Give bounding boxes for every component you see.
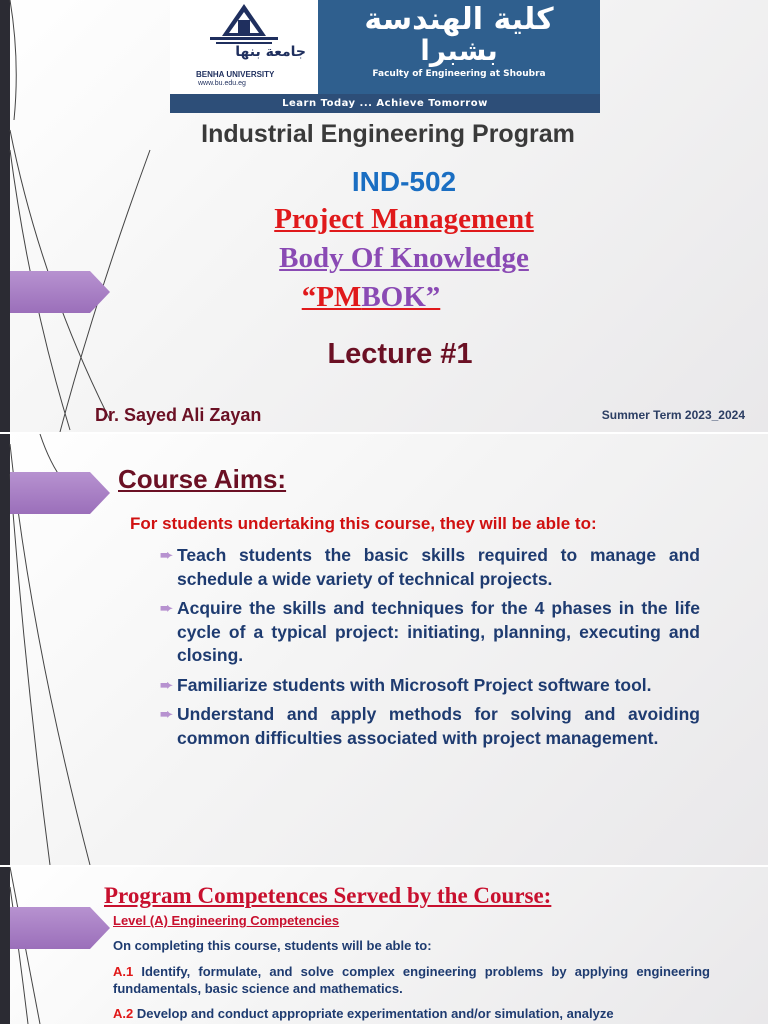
arrow-bullet-icon: ➨ <box>160 676 173 694</box>
purple-arrow-tab <box>10 907 110 949</box>
competences-intro: On completing this course, students will be able to: <box>113 938 432 953</box>
university-website: www.bu.edu.eg <box>198 80 246 87</box>
lecture-number: Lecture #1 <box>327 338 473 370</box>
left-dark-bar <box>0 867 10 1024</box>
aim-text: Acquire the skills and techniques for the 4 phases in the life cycle of a typical project: initiating, planning, executing and closing. <box>177 598 700 665</box>
faculty-name-english: Faculty of Engineering at Shoubra <box>372 69 546 79</box>
course-title-line1: Project Management <box>274 203 534 235</box>
competency-item <box>113 1005 710 1022</box>
course-title-line2: Body Of Knowledge <box>279 242 529 274</box>
author-name: Dr. Sayed Ali Zayan <box>95 405 262 425</box>
arrow-bullet-icon: ➨ <box>160 706 173 723</box>
list-item <box>160 674 700 698</box>
competency-id: A.2 <box>113 1006 134 1021</box>
motto-strip: Learn Today ... Achieve Tomorrow <box>170 94 600 113</box>
list-item <box>160 597 700 668</box>
program-title: Industrial Engineering Program <box>201 120 575 148</box>
list-item <box>160 703 700 750</box>
arrow-bullet-icon: ➨ <box>160 547 173 564</box>
left-dark-bar <box>0 434 10 865</box>
university-logo <box>170 0 318 94</box>
purple-arrow-tab <box>10 472 110 514</box>
faculty-name-arabic-line1: كلية الهندسة <box>364 2 554 37</box>
faculty-name-arabic-line2: بشبرا <box>420 34 498 67</box>
competency-text: Develop and conduct appropriate experimentation and/or simulation, analyze <box>133 1006 614 1021</box>
course-aims-heading: Course Aims: <box>118 464 287 494</box>
course-code: IND-502 <box>351 166 457 197</box>
university-name-arabic: جامعة بنها <box>235 44 306 60</box>
pmbok-part-bok: BOK” <box>361 281 441 313</box>
university-name-english: BENHA UNIVERSITY <box>196 70 275 79</box>
term-label: Summer Term 2023_2024 <box>601 408 745 422</box>
competency-text: Identify, formulate, and solve complex engineering problems by applying engineering fundamentals, basic science and mathematics. <box>113 964 710 996</box>
competency-level: Level (A) Engineering Competencies <box>113 913 340 928</box>
pmbok-acronym <box>0 281 742 314</box>
competency-item <box>113 963 710 997</box>
program-competences-slide <box>0 867 768 1024</box>
list-item <box>160 544 700 591</box>
title-slide <box>0 0 768 432</box>
course-aims-intro: For students undertaking this course, they will be able to: <box>130 514 597 533</box>
university-banner <box>170 0 600 113</box>
aim-text: Teach students the basic skills required to manage and schedule a wide variety of technical projects. <box>177 545 700 589</box>
aim-text: Understand and apply methods for solving and avoiding common difficulties associated with project management. <box>177 704 700 748</box>
faculty-panel <box>318 0 600 94</box>
aim-text: Familiarize students with Microsoft Project software tool. <box>177 674 652 695</box>
course-aims-slide <box>0 434 768 865</box>
pmbok-part-pm: “PM <box>301 281 362 313</box>
arrow-bullet-icon: ➨ <box>160 600 173 617</box>
course-aims-list <box>160 544 700 756</box>
competency-id: A.1 <box>113 964 134 979</box>
competences-heading: Program Competences Served by the Course: <box>104 883 552 908</box>
